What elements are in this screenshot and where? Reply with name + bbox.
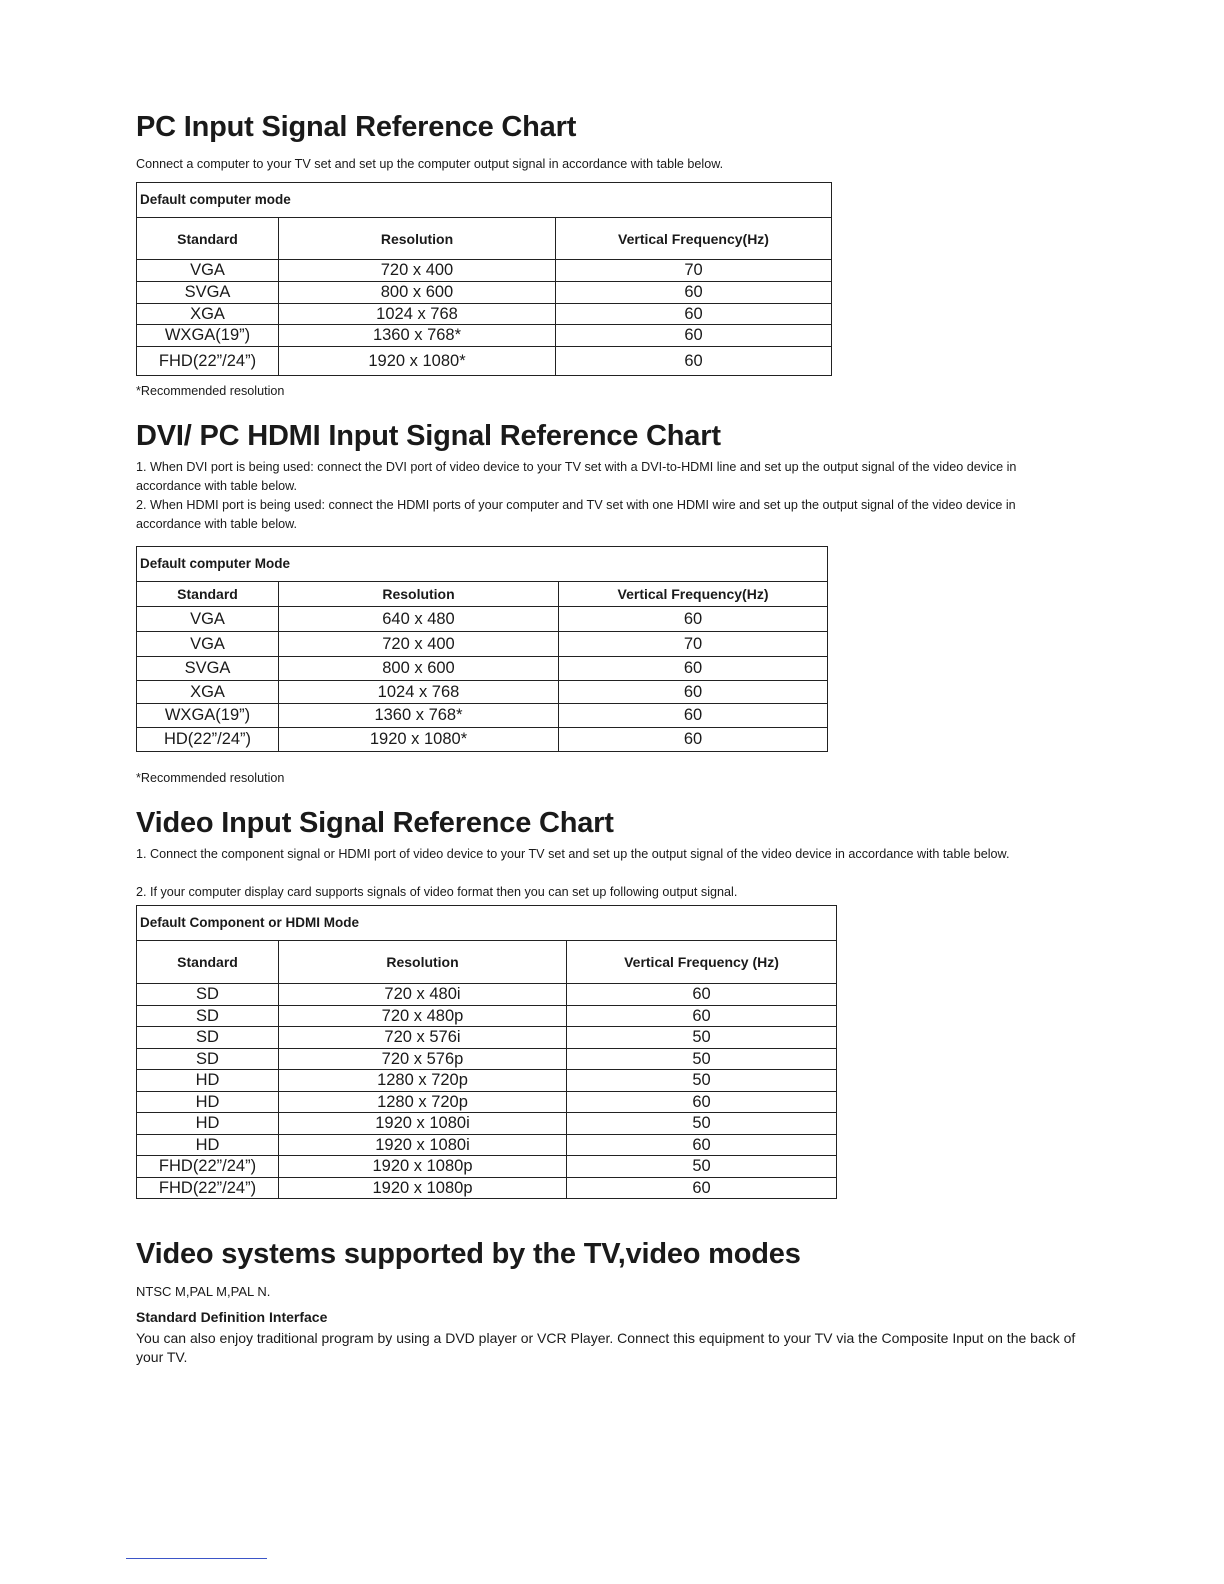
cell-standard: WXGA(19”) — [137, 325, 279, 347]
cell-frequency: 50 — [567, 1048, 837, 1070]
table-row — [137, 681, 828, 704]
col-header-standard: Standard — [137, 218, 279, 260]
footer-divider — [126, 1558, 267, 1559]
col-header-frequency: Vertical Frequency (Hz) — [567, 941, 837, 984]
cell-frequency: 50 — [567, 1113, 837, 1135]
table-row — [137, 607, 828, 632]
cell-standard: VGA — [137, 632, 279, 657]
table-caption: Default Component or HDMI Mode — [137, 906, 837, 941]
cell-resolution: 1920 x 1080i — [279, 1113, 567, 1135]
pc-recommended-note: *Recommended resolution — [136, 384, 285, 398]
table-row — [137, 632, 828, 657]
video-systems-title: Video systems supported by the TV,video modes — [136, 1238, 801, 1270]
cell-standard: SVGA — [137, 657, 279, 681]
table-caption: Default computer Mode — [137, 547, 828, 582]
cell-frequency: 60 — [567, 1005, 837, 1027]
cell-frequency: 70 — [556, 260, 832, 282]
cell-frequency: 60 — [567, 984, 837, 1006]
table-row — [137, 347, 832, 376]
cell-resolution: 720 x 576p — [279, 1048, 567, 1070]
table-row — [137, 984, 837, 1006]
table-row — [137, 1091, 837, 1113]
cell-resolution: 1360 x 768* — [279, 325, 556, 347]
cell-resolution: 1360 x 768* — [279, 704, 559, 728]
cell-frequency: 60 — [556, 304, 832, 325]
cell-frequency: 60 — [559, 607, 828, 632]
col-header-resolution: Resolution — [279, 941, 567, 984]
cell-frequency: 60 — [567, 1177, 837, 1199]
cell-resolution: 1024 x 768 — [279, 304, 556, 325]
cell-frequency: 60 — [556, 325, 832, 347]
cell-resolution: 720 x 400 — [279, 632, 559, 657]
table-row — [137, 1005, 837, 1027]
cell-resolution: 1920 x 1080i — [279, 1134, 567, 1156]
video-chart-para-1: 1. Connect the component signal or HDMI port of video device to your TV set and set up the output signal of the video device in accordance with table below. — [136, 847, 1010, 861]
cell-standard: SD — [137, 1027, 279, 1049]
table-row — [137, 1177, 837, 1199]
cell-standard: HD(22”/24”) — [137, 728, 279, 752]
table-row — [137, 657, 828, 681]
cell-standard: FHD(22”/24”) — [137, 1156, 279, 1178]
cell-frequency: 60 — [567, 1091, 837, 1113]
video-chart-title: Video Input Signal Reference Chart — [136, 807, 614, 839]
cell-frequency: 60 — [556, 347, 832, 376]
cell-frequency: 70 — [559, 632, 828, 657]
standard-definition-subhead: Standard Definition Interface — [136, 1309, 328, 1325]
cell-standard: XGA — [137, 304, 279, 325]
pc-signal-table — [136, 182, 832, 376]
table-row — [137, 728, 828, 752]
dvi-chart-title: DVI/ PC HDMI Input Signal Reference Chart — [136, 420, 721, 452]
cell-frequency: 60 — [559, 681, 828, 704]
cell-resolution: 1280 x 720p — [279, 1091, 567, 1113]
table-row — [137, 325, 832, 347]
col-header-frequency: Vertical Frequency(Hz) — [559, 582, 828, 607]
cell-standard: HD — [137, 1134, 279, 1156]
dvi-chart-para-2: 2. When HDMI port is being used: connect the HDMI ports of your computer and TV set with one HDMI wire and set up the output signal of the video device in accordance with table below. — [136, 498, 1016, 531]
col-header-standard: Standard — [137, 582, 279, 607]
cell-standard: VGA — [137, 260, 279, 282]
cell-resolution: 1920 x 1080* — [279, 728, 559, 752]
cell-standard: HD — [137, 1070, 279, 1092]
dvi-recommended-note: *Recommended resolution — [136, 771, 285, 785]
col-header-frequency: Vertical Frequency(Hz) — [556, 218, 832, 260]
col-header-resolution: Resolution — [279, 218, 556, 260]
cell-resolution: 720 x 576i — [279, 1027, 567, 1049]
dvi-chart-para-1: 1. When DVI port is being used: connect the DVI port of video device to your TV set with a DVI-to-HDMI line and set up the output signal of the video device in accordance with table below. — [136, 460, 1017, 493]
cell-standard: WXGA(19”) — [137, 704, 279, 728]
col-header-standard: Standard — [137, 941, 279, 984]
table-row — [137, 260, 832, 282]
cell-frequency: 60 — [559, 657, 828, 681]
cell-standard: SD — [137, 1005, 279, 1027]
video-chart-para-2: 2. If your computer display card supports signals of video format then you can set up following output signal. — [136, 885, 738, 899]
cell-resolution: 720 x 480p — [279, 1005, 567, 1027]
table-row — [137, 282, 832, 304]
cell-standard: HD — [137, 1113, 279, 1135]
cell-standard: XGA — [137, 681, 279, 704]
cell-resolution: 640 x 480 — [279, 607, 559, 632]
cell-frequency: 60 — [559, 704, 828, 728]
cell-standard: SVGA — [137, 282, 279, 304]
table-row — [137, 704, 828, 728]
cell-resolution: 1920 x 1080p — [279, 1156, 567, 1178]
standard-definition-body: You can also enjoy traditional program by using a DVD player or VCR Player. Connect this equipment to your TV via the Composite Input on the back of your TV. — [136, 1330, 1076, 1365]
cell-standard: SD — [137, 1048, 279, 1070]
table-row — [137, 1048, 837, 1070]
cell-resolution: 720 x 480i — [279, 984, 567, 1006]
cell-resolution: 1280 x 720p — [279, 1070, 567, 1092]
cell-resolution: 1920 x 1080* — [279, 347, 556, 376]
video-systems-list: NTSC M,PAL M,PAL N. — [136, 1284, 271, 1299]
table-row — [137, 1134, 837, 1156]
cell-frequency: 60 — [559, 728, 828, 752]
col-header-resolution: Resolution — [279, 582, 559, 607]
table-row — [137, 1027, 837, 1049]
table-row — [137, 304, 832, 325]
table-row — [137, 1070, 837, 1092]
pc-chart-intro: Connect a computer to your TV set and set up the computer output signal in accordance with table below. — [136, 157, 724, 171]
cell-standard: HD — [137, 1091, 279, 1113]
table-row — [137, 1113, 837, 1135]
cell-resolution: 800 x 600 — [279, 657, 559, 681]
table-caption: Default computer mode — [137, 183, 832, 218]
cell-standard: FHD(22”/24”) — [137, 347, 279, 376]
video-signal-table — [136, 905, 837, 1199]
cell-frequency: 60 — [556, 282, 832, 304]
cell-frequency: 60 — [567, 1134, 837, 1156]
cell-standard: FHD(22”/24”) — [137, 1177, 279, 1199]
cell-frequency: 50 — [567, 1070, 837, 1092]
cell-resolution: 1024 x 768 — [279, 681, 559, 704]
cell-standard: VGA — [137, 607, 279, 632]
cell-frequency: 50 — [567, 1156, 837, 1178]
cell-resolution: 800 x 600 — [279, 282, 556, 304]
pc-chart-title: PC Input Signal Reference Chart — [136, 111, 577, 143]
cell-resolution: 720 x 400 — [279, 260, 556, 282]
dvi-signal-table — [136, 546, 828, 752]
cell-standard: SD — [137, 984, 279, 1006]
table-row — [137, 1156, 837, 1178]
cell-resolution: 1920 x 1080p — [279, 1177, 567, 1199]
cell-frequency: 50 — [567, 1027, 837, 1049]
